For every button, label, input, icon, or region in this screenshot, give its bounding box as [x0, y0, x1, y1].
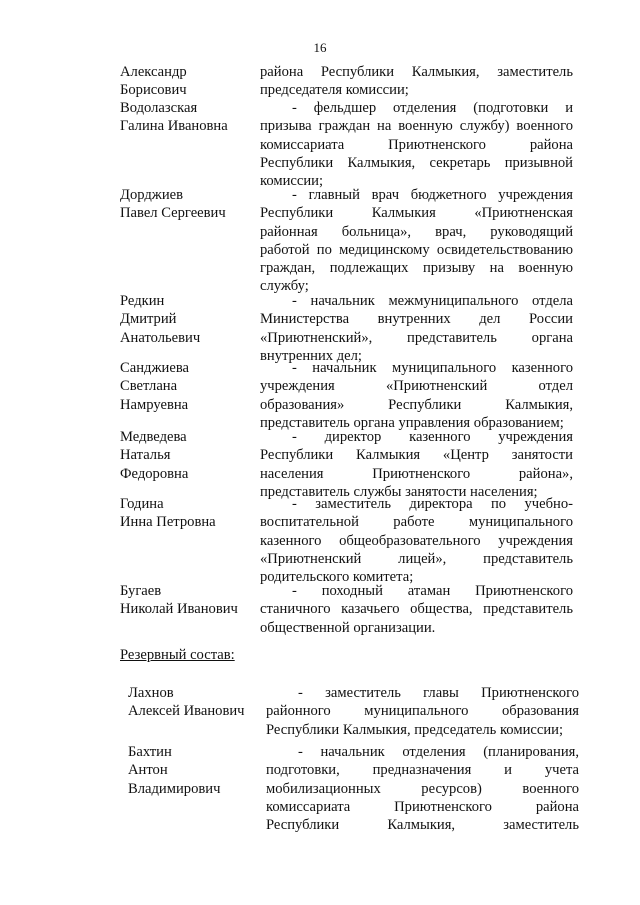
desc-line: - походный атаман Приютненского — [292, 583, 573, 599]
member-description — [260, 63, 573, 100]
name-line: Редкин — [120, 293, 165, 309]
desc-line: Республики Калмыкия, заместитель — [266, 817, 579, 834]
member-description — [260, 582, 573, 637]
name-line: Николай Иванович — [120, 601, 238, 618]
desc-line: мобилизационных ресурсов) военного — [266, 780, 579, 797]
member-name — [120, 292, 260, 347]
name-line: Медведева — [120, 429, 187, 445]
member-name — [128, 743, 268, 798]
desc-line: работой по медицинскому освидетельствованию — [260, 241, 573, 258]
member-description — [266, 684, 579, 739]
name-line: Борисович — [120, 82, 187, 99]
member-name — [120, 495, 260, 532]
desc-line: учреждения «Приютненский отдел — [260, 378, 573, 395]
name-line: Инна Петровна — [120, 514, 216, 531]
member-description — [260, 428, 573, 501]
desc-line: «Приютненский», представитель органа — [260, 329, 573, 346]
member-name — [128, 684, 268, 721]
desc-line: родительского комитета; — [260, 569, 414, 586]
name-line: Антон — [128, 762, 168, 779]
member-description — [266, 743, 579, 834]
name-line: Владимирович — [128, 780, 221, 797]
name-line: Светлана — [120, 378, 178, 395]
name-line: Водолазская — [120, 100, 198, 116]
name-line: Галина Ивановна — [120, 118, 228, 135]
desc-line: Республики Калмыкия, председатель комиссии; — [266, 721, 564, 738]
desc-line: - заместитель директора по учебно- — [292, 496, 573, 512]
desc-line: района Республики Калмыкия, заместитель — [260, 64, 573, 80]
member-description — [260, 186, 573, 296]
member-name — [120, 582, 260, 619]
desc-line: населения Приютненского района», — [260, 465, 573, 482]
desc-line: подготовки, предназначения и учета — [266, 762, 579, 779]
desc-line: службу; — [260, 278, 309, 295]
name-line: Лахнов — [128, 685, 174, 701]
name-line: Александр — [120, 64, 187, 80]
member-description — [260, 495, 573, 586]
name-line: Санджиева — [120, 360, 189, 376]
name-line: Анатольевич — [120, 329, 201, 346]
desc-line: комиссариата Приютненского района — [266, 798, 579, 815]
desc-line: районного муниципального образования — [266, 703, 579, 720]
member-name — [120, 359, 260, 414]
desc-line: комиссии; — [260, 173, 324, 190]
member-name — [120, 63, 260, 100]
page-number: 16 — [313, 40, 327, 55]
desc-line: Республики Калмыкия, секретарь призывной — [260, 154, 573, 171]
desc-line: - директор казенного учреждения — [292, 429, 573, 445]
desc-line: - начальник муниципального казенного — [292, 360, 573, 376]
desc-line: Республики Калмыкия «Приютненская — [260, 205, 573, 222]
name-line: Наталья — [120, 447, 171, 464]
desc-line: воспитательной работе муниципального — [260, 514, 573, 531]
desc-line: Министерства внутренних дел России — [260, 311, 573, 328]
member-name — [120, 186, 260, 223]
desc-line: станичного казачьего общества, представитель — [260, 601, 573, 618]
desc-line: «Приютненский лицей», представитель — [260, 550, 573, 567]
reserve-section-title: Резервный состав: — [120, 647, 235, 663]
desc-line: - начальник отделения (планирования, — [298, 744, 579, 760]
desc-line: - начальник межмуниципального отдела — [292, 293, 573, 309]
name-line: Намруевна — [120, 396, 189, 413]
desc-line: Республики Калмыкия «Центр занятости — [260, 447, 573, 464]
member-description — [260, 359, 573, 432]
member-description — [260, 292, 573, 365]
desc-line: граждан, подлежащих призыву на военную — [260, 260, 573, 277]
name-line: Бугаев — [120, 583, 162, 599]
name-line: Дмитрий — [120, 311, 177, 328]
desc-line: председателя комиссии; — [260, 82, 409, 99]
desc-line: представитель службы занятости населения; — [260, 483, 538, 500]
name-line: Алексей Иванович — [128, 703, 245, 720]
desc-line: - фельдшер отделения (подготовки и — [292, 100, 573, 116]
member-name — [120, 428, 260, 483]
desc-line: образования» Республики Калмыкия, — [260, 396, 573, 413]
desc-line: призыва граждан на военную службу) военного — [260, 118, 573, 135]
desc-line: внутренних дел; — [260, 347, 362, 364]
desc-line: - заместитель главы Приютненского — [298, 685, 579, 701]
name-line: Дорджиев — [120, 187, 184, 203]
name-line: Година — [120, 496, 164, 512]
desc-line: общественной организации. — [260, 619, 436, 636]
desc-line: казенного общеобразовательного учреждения — [260, 532, 573, 549]
name-line: Федоровна — [120, 465, 189, 482]
desc-line: комиссариата Приютненского района — [260, 136, 573, 153]
desc-line: представитель органа управления образованием; — [260, 414, 564, 431]
desc-line: - главный врач бюджетного учреждения — [292, 187, 573, 203]
name-line: Павел Сергеевич — [120, 205, 226, 222]
member-name — [120, 99, 260, 136]
member-description — [260, 99, 573, 190]
name-line: Бахтин — [128, 744, 172, 760]
desc-line: районная больница», врач, руководящий — [260, 223, 573, 240]
